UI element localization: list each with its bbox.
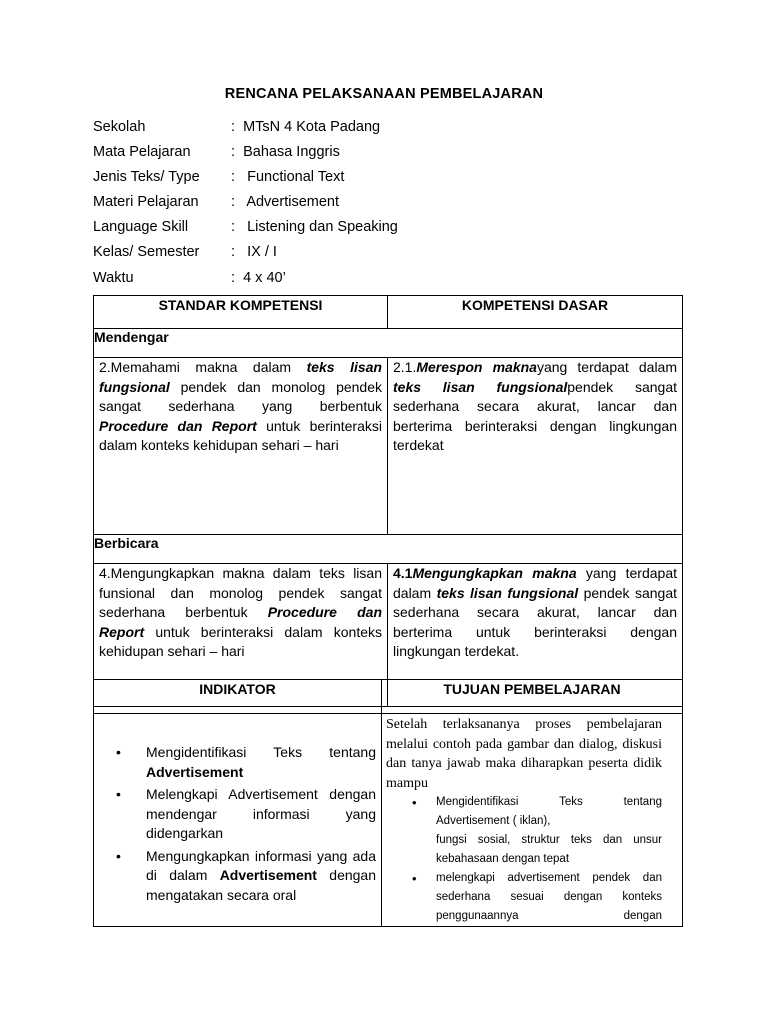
emphasis-run: teks lisan fungsional [436, 584, 579, 601]
emphasis-run: Procedure dan Report [99, 604, 382, 640]
text-run: dengan mengatakan secara oral [146, 867, 376, 903]
kd-berbicara-text [388, 564, 682, 662]
section-heading-berbicara: Berbicara [94, 535, 683, 564]
text-run: yang terdapat dalam [393, 565, 677, 601]
meta-label: Kelas/ Semester [93, 244, 200, 261]
meta-value: : Advertisement [231, 194, 339, 211]
meta-value: : 4 x 40’ [231, 269, 286, 286]
tujuan-cell [382, 714, 683, 927]
text-run: pendek sangat sederhana secara akurat, lancar dan berterima berinteraksi dengan lingkungan terdekat [393, 378, 677, 454]
header-indikator: INDIKATOR [94, 680, 382, 714]
indikator-cell [94, 714, 382, 927]
list-item [412, 793, 662, 869]
meta-label: Mata Pelajaran [93, 144, 191, 161]
meta-label: Sekolah [93, 119, 146, 135]
text-run: Melengkapi Advertisement dengan mendengar informasi yang didengarkan [146, 786, 376, 841]
emphasis-run: teks lisan fungsional [99, 359, 382, 395]
meta-label: Language Skill [93, 219, 189, 236]
meta-value: : Listening dan Speaking [231, 219, 398, 236]
text-run: Mengungkapkan informasi yang ada di dalam [146, 847, 376, 883]
text-run: Mengidentifikasi Teks tentang [146, 744, 376, 760]
emphasis-run: Procedure dan Report [99, 417, 257, 434]
indikator-list [94, 743, 381, 905]
text-run: untuk berinteraksi dalam konteks kehidupan sehari – hari [99, 417, 382, 454]
emphasis-run: Advertisement [219, 867, 317, 883]
document-title: RENCANA PELAKSANAAN PEMBELAJARAN [224, 86, 544, 102]
bullet-icon: • [116, 744, 121, 760]
text-run: fungsi sosial, struktur teks dan unsur kebahasaan dengan tepat [436, 834, 662, 865]
text-run: yang terdapat dalam [536, 359, 678, 375]
tujuan-list [382, 793, 682, 926]
emphasis-run: Merespon makna [416, 359, 537, 375]
section-heading-mendengar: Mendengar [94, 329, 683, 358]
text-run: pendek dan monolog pendek sangat sederhana yang berbentuk [99, 378, 382, 415]
meta-value: : IX / I [231, 244, 277, 261]
kd-mendengar-cell [388, 358, 683, 535]
header-kompetensi-dasar: KOMPETENSI DASAR [388, 296, 683, 329]
emphasis-run: Advertisement [146, 763, 244, 780]
kd-mendengar-text [388, 358, 682, 456]
text-run: 2.1. [393, 359, 417, 375]
text-run: pendek sangat sederhana secara akurat, lancar dan berterima untuk berinteraksi dengan lingkungan terdekat. [393, 584, 677, 660]
meta-value: : MTsN 4 Kota Padang [231, 119, 381, 135]
sk-berbicara-text [94, 564, 387, 662]
meta-label: Waktu [93, 269, 134, 286]
indicator-objective-table [93, 679, 683, 927]
text-run: 4.Mengungkapkan makna dalam teks lisan funsional dan monolog pendek sangat sederhana berbentuk [99, 565, 382, 621]
bullet-icon: • [412, 871, 417, 886]
list-item [116, 743, 376, 782]
meta-label: Materi Pelajaran [93, 194, 199, 211]
bullet-icon: • [116, 847, 121, 864]
list-item [116, 785, 376, 844]
sk-mendengar-text [94, 358, 387, 456]
competency-table [93, 295, 683, 707]
sk-mendengar-cell [94, 358, 388, 535]
emphasis-run: teks lisan fungsional [393, 378, 568, 395]
meta-label: Jenis Teks/ Type [93, 169, 200, 186]
list-item [412, 869, 662, 926]
tujuan-intro: Setelah terlaksananya proses pembelajaran melalui contoh pada gambar dan dialog, diskusi dan tanya jawab maka diharapkan peserta didik mampu [386, 717, 662, 791]
bullet-icon: • [412, 795, 417, 810]
meta-value: : Bahasa Inggris [231, 144, 340, 161]
text-run: Mengidentifikasi Teks tentang Advertisement ( iklan), [436, 796, 662, 827]
meta-value: : Functional Text [231, 169, 345, 186]
emphasis-run: Mengungkapkan makna [412, 565, 577, 581]
header-standar-kompetensi: STANDAR KOMPETENSI [94, 296, 388, 329]
bullet-icon: • [116, 786, 121, 802]
header-tujuan-pembelajaran: TUJUAN PEMBELAJARAN [382, 680, 683, 714]
text-run: 2.Memahami makna dalam [99, 359, 307, 375]
text-run: untuk berinteraksi dalam konteks kehidupan sehari – hari [99, 623, 382, 660]
emphasis-run: 4.1 [393, 565, 413, 581]
text-run: melengkapi advertisement pendek dan sederhana sesuai dengan konteks penggunaannya dengan [436, 872, 662, 922]
list-item [116, 847, 376, 906]
